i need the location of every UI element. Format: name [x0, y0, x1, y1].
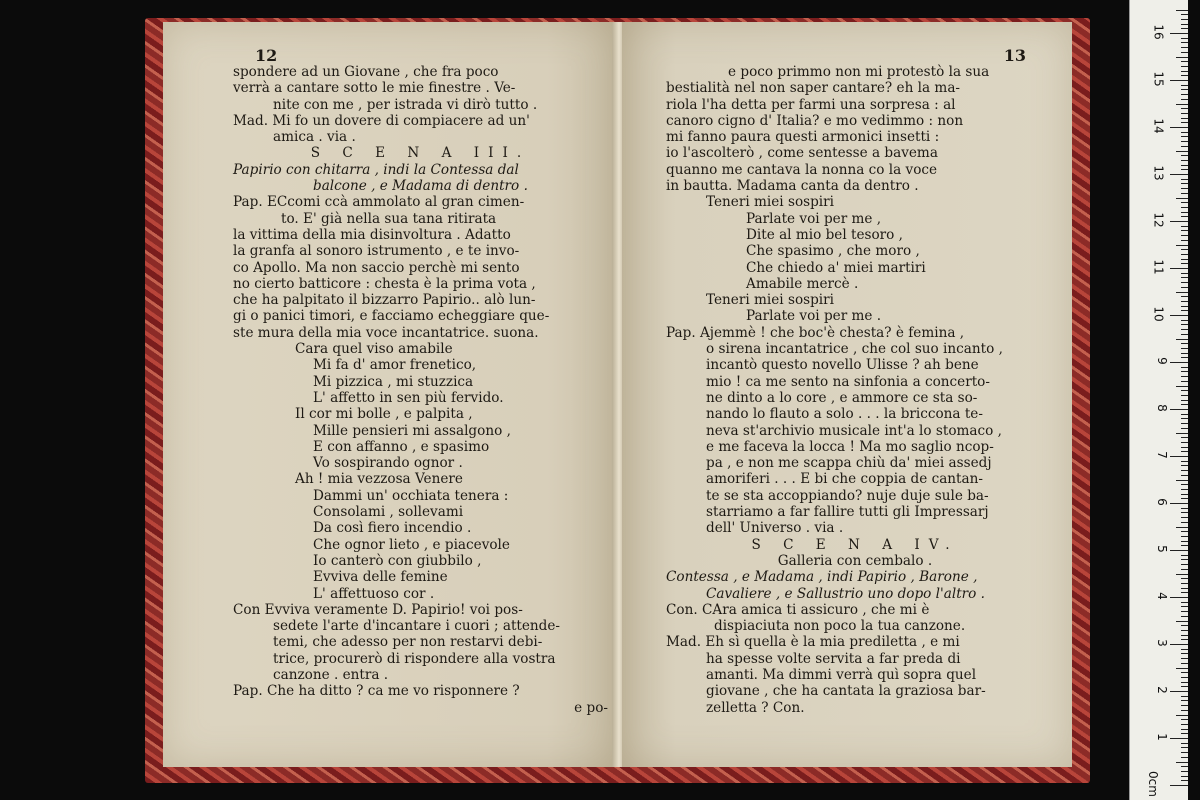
ruler-tick [1181, 240, 1188, 241]
ruler-tick [1181, 343, 1188, 344]
ruler-tick [1181, 301, 1188, 302]
ruler-tick [1181, 498, 1188, 499]
ruler-tick [1170, 503, 1188, 504]
ruler-tick [1181, 733, 1188, 734]
ruler-tick [1181, 89, 1188, 90]
text-line: mi fanno paura questi armonici insetti : [666, 129, 940, 146]
ruler-tick [1181, 136, 1188, 137]
ruler-tick [1181, 296, 1188, 297]
ruler-tick [1181, 47, 1188, 48]
text-line: Pap. Che ha ditto ? ca me vo risponnere ? [233, 683, 520, 700]
ruler-tick [1176, 762, 1188, 763]
ruler-tick [1181, 639, 1188, 640]
ruler-tick [1181, 766, 1188, 767]
text-line: no cierto batticore : chesta è la prima vota , [233, 275, 536, 292]
ruler-label: 6 [1155, 498, 1170, 506]
text-line: S C E N A IV. [751, 536, 959, 553]
text-line: Ah ! mia vezzosa Venere [295, 471, 463, 488]
ruler-tick [1176, 433, 1188, 434]
text-line: co Apollo. Ma non saccio perchè mi sento [233, 259, 520, 276]
ruler-tick [1181, 42, 1188, 43]
ruler-tick [1181, 437, 1188, 438]
ruler-tick [1181, 776, 1188, 777]
ruler-label: 15 [1151, 71, 1166, 87]
text-line: canzone . entra . [273, 666, 389, 683]
ruler-tick [1181, 38, 1188, 39]
text-line: Teneri miei sospiri [706, 194, 835, 211]
text-line: Cavaliere , e Sallustrio uno dopo l'altro . [706, 585, 985, 602]
ruler-tick [1170, 221, 1188, 222]
text-line: balcone , e Madama di dentro . [313, 178, 528, 195]
ruler-tick [1176, 10, 1188, 11]
ruler-tick [1181, 169, 1188, 170]
text-line: amica . via . [273, 129, 356, 146]
text-line: mio ! ca me sento na sinfonia a concerto- [706, 373, 990, 390]
ruler-tick [1170, 738, 1188, 739]
ruler-tick [1170, 691, 1188, 692]
ruler-tick [1181, 259, 1188, 260]
ruler-tick [1181, 310, 1188, 311]
ruler-tick [1176, 151, 1188, 152]
ruler-tick [1181, 226, 1188, 227]
text-line: ha spesse volte servita a far preda di [706, 650, 961, 667]
ruler-tick [1181, 19, 1188, 20]
ruler-tick [1181, 348, 1188, 349]
text-line: Dammi un' occhiata tenera : [313, 487, 509, 504]
text-line: Teneri miei sospiri [706, 292, 835, 309]
text-line: dell' Universo . via . [706, 520, 844, 537]
ruler-tick [1181, 277, 1188, 278]
ruler-tick [1181, 724, 1188, 725]
ruler-tick [1181, 118, 1188, 119]
ruler-tick [1181, 508, 1188, 509]
ruler-tick [1181, 230, 1188, 231]
text-line: Mad. Mi fo un dovere di compiacere ad un' [233, 112, 530, 129]
text-line: giovane , che ha cantata la graziosa bar- [706, 683, 986, 700]
ruler-tick [1181, 24, 1188, 25]
ruler-tick [1181, 212, 1188, 213]
ruler-tick [1181, 179, 1188, 180]
ruler-tick [1170, 456, 1188, 457]
ruler-tick [1176, 386, 1188, 387]
ruler-tick [1181, 273, 1188, 274]
text-line: S C E N A III. [310, 145, 531, 162]
text-line: sedete l'arte d'incantare i cuori ; attende- [273, 618, 561, 635]
ruler-tick [1181, 395, 1188, 396]
ruler-tick [1181, 780, 1188, 781]
ruler-tick [1181, 357, 1188, 358]
ruler-label: 4 [1155, 592, 1170, 600]
ruler-label: 8 [1155, 404, 1170, 412]
ruler-tick [1181, 658, 1188, 659]
ruler-tick [1181, 71, 1188, 72]
ruler-tick [1181, 193, 1188, 194]
ruler-tick [1181, 99, 1188, 100]
ruler-tick [1181, 282, 1188, 283]
ruler-tick [1181, 254, 1188, 255]
ruler-tick [1181, 146, 1188, 147]
ruler-label: 10 [1151, 306, 1166, 322]
text-line: Che chiedo a' miei martiri [746, 259, 926, 276]
ruler-tick [1181, 28, 1188, 29]
ruler-tick [1181, 418, 1188, 419]
ruler-tick [1181, 451, 1188, 452]
text-line: temi, che adesso per non restarvi debi- [273, 634, 543, 651]
ruler-tick [1181, 489, 1188, 490]
ruler-tick [1181, 475, 1188, 476]
ruler-tick [1181, 216, 1188, 217]
text-line: canoro cigno d' Italia? e mo vedimmo : non [666, 112, 964, 129]
ruler-tick [1181, 700, 1188, 701]
ruler-tick [1170, 597, 1188, 598]
ruler-tick [1170, 409, 1188, 410]
text-line: e poco primmo non mi protestò la sua [728, 64, 990, 80]
text-line: Parlate voi per me . [746, 308, 882, 325]
ruler-tick [1181, 682, 1188, 683]
ruler-tick [1181, 705, 1188, 706]
text-line: e me faceva la locca ! Ma mo saglio ncop- [706, 438, 994, 455]
ruler-tick [1181, 155, 1188, 156]
ruler-tick [1181, 696, 1188, 697]
ruler-tick [1181, 686, 1188, 687]
text-line: spondere ad un Giovane , che fra poco [233, 64, 499, 80]
ruler-tick [1181, 188, 1188, 189]
ruler-tick [1176, 480, 1188, 481]
ruler-tick [1181, 263, 1188, 264]
left-page-text [233, 64, 608, 716]
left-page [163, 22, 615, 767]
ruler-tick [1176, 668, 1188, 669]
ruler-tick [1181, 376, 1188, 377]
ruler-tick [1181, 334, 1188, 335]
ruler-tick [1181, 165, 1188, 166]
text-line: Mi pizzica , mi stuzzica [313, 373, 474, 390]
ruler-label: 11 [1151, 259, 1166, 275]
text-line: che ha palpitato il bizzarro Papirio.. alò lun- [233, 292, 536, 309]
text-line: riola l'ha detta per farmi una sorpresa : al [666, 96, 956, 113]
text-line: dispiaciuta non poco la tua canzone. [714, 618, 966, 635]
ruler-tick [1181, 663, 1188, 664]
ruler-tick [1181, 470, 1188, 471]
ruler-tick [1181, 592, 1188, 593]
text-line: o sirena incantatrice , che col suo incanto , [706, 341, 1003, 358]
text-line: in bautta. Madama canta da dentro . [666, 178, 919, 195]
ruler-tick [1181, 414, 1188, 415]
text-line: Vo sospirando ognor . [313, 455, 463, 472]
ruler-tick [1181, 630, 1188, 631]
ruler-tick [1170, 644, 1188, 645]
ruler-tick [1181, 719, 1188, 720]
ruler-tick [1181, 390, 1188, 391]
ruler-tick [1181, 94, 1188, 95]
ruler-tick [1181, 320, 1188, 321]
ruler-tick [1181, 367, 1188, 368]
ruler-tick [1170, 33, 1188, 34]
text-line: te se sta accoppiando? nuje duje sule ba- [706, 487, 989, 504]
ruler-tick [1181, 353, 1188, 354]
ruler-tick [1181, 461, 1188, 462]
ruler-tick [1181, 484, 1188, 485]
ruler-tick [1181, 329, 1188, 330]
text-line: Mad. Eh sì quella è la mia prediletta , e mi [666, 634, 960, 651]
ruler-tick [1181, 559, 1188, 560]
ruler-tick [1170, 550, 1188, 551]
ruler-tick [1181, 522, 1188, 523]
ruler-tick [1181, 611, 1188, 612]
ruler-label: 12 [1151, 212, 1166, 228]
ruler-tick [1181, 583, 1188, 584]
text-line: Io canterò con giubbilo , [313, 552, 482, 569]
text-line: Che ognor lieto , e piacevole [313, 536, 510, 553]
text-line: Il cor mi bolle , e palpita , [295, 406, 473, 423]
text-line: gi o panici timori, e facciamo echeggiare que- [233, 308, 550, 325]
ruler-tick [1181, 404, 1188, 405]
text-line: Parlate voi per me , [746, 210, 882, 227]
ruler-tick [1181, 517, 1188, 518]
ruler-tick [1181, 306, 1188, 307]
ruler-tick [1181, 141, 1188, 142]
page-number-left: 12 [255, 46, 278, 65]
ruler-tick [1181, 324, 1188, 325]
text-line: Cara quel viso amabile [295, 341, 453, 358]
ruler-tick [1181, 160, 1188, 161]
text-line: verrà a cantare sotto le mie finestre . Ve- [233, 80, 516, 97]
ruler-label: 0cm [1146, 771, 1161, 797]
ruler-tick [1181, 771, 1188, 772]
ruler-tick [1176, 715, 1188, 716]
ruler-tick [1170, 127, 1188, 128]
text-line: la granfa al sonoro istrumento , e te invo- [233, 243, 520, 260]
ruler-label: 14 [1151, 118, 1166, 134]
ruler-tick [1181, 442, 1188, 443]
ruler-tick [1181, 447, 1188, 448]
ruler-tick [1181, 494, 1188, 495]
ruler-tick [1176, 292, 1188, 293]
ruler-tick [1181, 578, 1188, 579]
ruler-tick [1176, 339, 1188, 340]
text-line: Che spasimo , che moro , [746, 243, 920, 260]
ruler-tick [1181, 249, 1188, 250]
text-line: Con. CAra amica ti assicuro , che mi è [666, 601, 930, 618]
text-line: Pap. Ajemmè ! che boc'è chesta? è femina , [666, 324, 965, 341]
ruler-label: 3 [1155, 639, 1170, 647]
text-line: ste mura della mia voce incantatrice. suona. [233, 324, 539, 341]
ruler-tick [1176, 245, 1188, 246]
ruler-tick [1181, 423, 1188, 424]
text-line: Con Evviva veramente D. Papirio! voi pos- [233, 601, 523, 618]
text-line: nite con me , per istrada vi dirò tutto . [273, 96, 538, 113]
ruler-tick [1181, 536, 1188, 537]
text-line: starriamo a far fallire tutti gli Impressarj [706, 504, 989, 521]
right-page [622, 22, 1072, 767]
text-line: E con affanno , e spasimo [313, 438, 490, 455]
ruler-tick [1176, 574, 1188, 575]
ruler-tick [1181, 61, 1188, 62]
ruler-tick [1181, 122, 1188, 123]
ruler-tick [1181, 75, 1188, 76]
ruler-tick [1181, 381, 1188, 382]
ruler-tick [1181, 747, 1188, 748]
text-line: trice, procurerò di rispondere alla vostra [273, 650, 556, 667]
ruler-tick [1181, 207, 1188, 208]
ruler-tick [1181, 113, 1188, 114]
measuring-ruler [1129, 0, 1188, 800]
ruler-tick [1170, 80, 1188, 81]
ruler-tick [1181, 653, 1188, 654]
ruler-tick [1176, 198, 1188, 199]
ruler-tick [1181, 108, 1188, 109]
text-line: Pap. ECcomi ccà ammolato al gran cimen- [233, 194, 525, 211]
ruler-tick [1181, 66, 1188, 67]
ruler-tick [1181, 569, 1188, 570]
ruler-tick [1181, 541, 1188, 542]
ruler-label: 7 [1155, 451, 1170, 459]
ruler-tick [1181, 235, 1188, 236]
ruler-tick [1176, 527, 1188, 528]
ruler-tick [1176, 104, 1188, 105]
ruler-tick [1170, 362, 1188, 363]
text-line: Da così fiero incendio . [313, 520, 472, 537]
text-line: L' affetto in sen più fervido. [313, 389, 504, 406]
ruler-tick [1176, 621, 1188, 622]
text-line: L' affettuoso cor . [313, 585, 435, 602]
ruler-tick [1181, 649, 1188, 650]
ruler-label: 13 [1151, 165, 1166, 181]
ruler-tick [1170, 174, 1188, 175]
ruler-label: 16 [1151, 24, 1166, 40]
ruler-tick [1181, 52, 1188, 53]
text-line: quanno me cantava la nonna co la voce [666, 161, 938, 178]
ruler-tick [1181, 757, 1188, 758]
text-line: incantò questo novello Ulisse ? ah bene [706, 357, 979, 374]
ruler-label: 2 [1155, 686, 1170, 694]
ruler-label: 9 [1155, 357, 1170, 365]
text-line: Amabile mercè . [746, 275, 859, 292]
ruler-label: 5 [1155, 545, 1170, 553]
right-page-text [666, 64, 1044, 716]
text-line: la vittima della mia disinvoltura . Adatto [233, 226, 511, 243]
text-line: Consolami , sollevami [313, 504, 464, 521]
page-number-right: 13 [1003, 46, 1026, 65]
ruler-tick [1181, 635, 1188, 636]
ruler-tick [1181, 743, 1188, 744]
ruler-tick [1181, 606, 1188, 607]
ruler-tick [1170, 268, 1188, 269]
ruler-tick [1181, 588, 1188, 589]
text-line: Contessa , e Madama , indi Papirio , Barone , [666, 569, 978, 586]
ruler-label: 1 [1155, 733, 1170, 741]
ruler-tick [1181, 85, 1188, 86]
ruler-tick [1181, 287, 1188, 288]
ruler-tick [1181, 202, 1188, 203]
text-line: Galleria con cembalo . [777, 552, 933, 569]
text-line: Mi fa d' amor frenetico, [313, 357, 477, 374]
ruler-tick [1170, 785, 1188, 786]
text-line: io l'ascolterò , come sentesse a bavema [666, 145, 938, 162]
text-line: nando lo flauto a solo . . . la briccona te- [706, 406, 983, 423]
ruler-tick [1181, 400, 1188, 401]
ruler-tick [1181, 602, 1188, 603]
ruler-tick [1181, 531, 1188, 532]
ruler-tick [1181, 371, 1188, 372]
text-line: ne dinto a lo core , e ammore ce sta so- [706, 389, 978, 406]
text-line: e po- [574, 699, 608, 716]
ruler-tick [1181, 512, 1188, 513]
ruler-tick [1181, 729, 1188, 730]
ruler-tick [1181, 625, 1188, 626]
ruler-tick [1181, 555, 1188, 556]
text-line: Dite al mio bel tesoro , [746, 226, 903, 243]
ruler-tick [1181, 132, 1188, 133]
ruler-tick [1170, 315, 1188, 316]
ruler-tick [1176, 57, 1188, 58]
text-line: zelletta ? Con. [706, 699, 805, 716]
ruler-tick [1181, 428, 1188, 429]
ruler-tick [1181, 14, 1188, 15]
text-line: bestialità nel non saper cantare? eh la ma- [666, 80, 961, 97]
text-line: Mille pensieri mi assalgono , [313, 422, 511, 439]
ruler-tick [1181, 564, 1188, 565]
ruler-tick [1181, 545, 1188, 546]
ruler-tick [1181, 616, 1188, 617]
text-line: Papirio con chitarra , indi la Contessa dal [233, 161, 519, 178]
ruler-tick [1181, 710, 1188, 711]
ruler-tick [1181, 677, 1188, 678]
text-line: Evviva delle femine [313, 569, 448, 586]
text-line: neva st'archivio musicale int'a lo stomaco , [706, 422, 1002, 439]
ruler-tick [1181, 752, 1188, 753]
ruler-tick [1181, 672, 1188, 673]
ruler-tick [1181, 465, 1188, 466]
text-line: to. E' già nella sua tana ritirata [281, 210, 497, 227]
text-line: amoriferi . . . E bi che coppia de cantan- [706, 471, 983, 488]
text-line: pa , e non me scappa chiù da' miei assedj [706, 455, 992, 472]
ruler-tick [1181, 183, 1188, 184]
text-line: amanti. Ma dimmi verrà quì sopra quel [706, 666, 977, 683]
